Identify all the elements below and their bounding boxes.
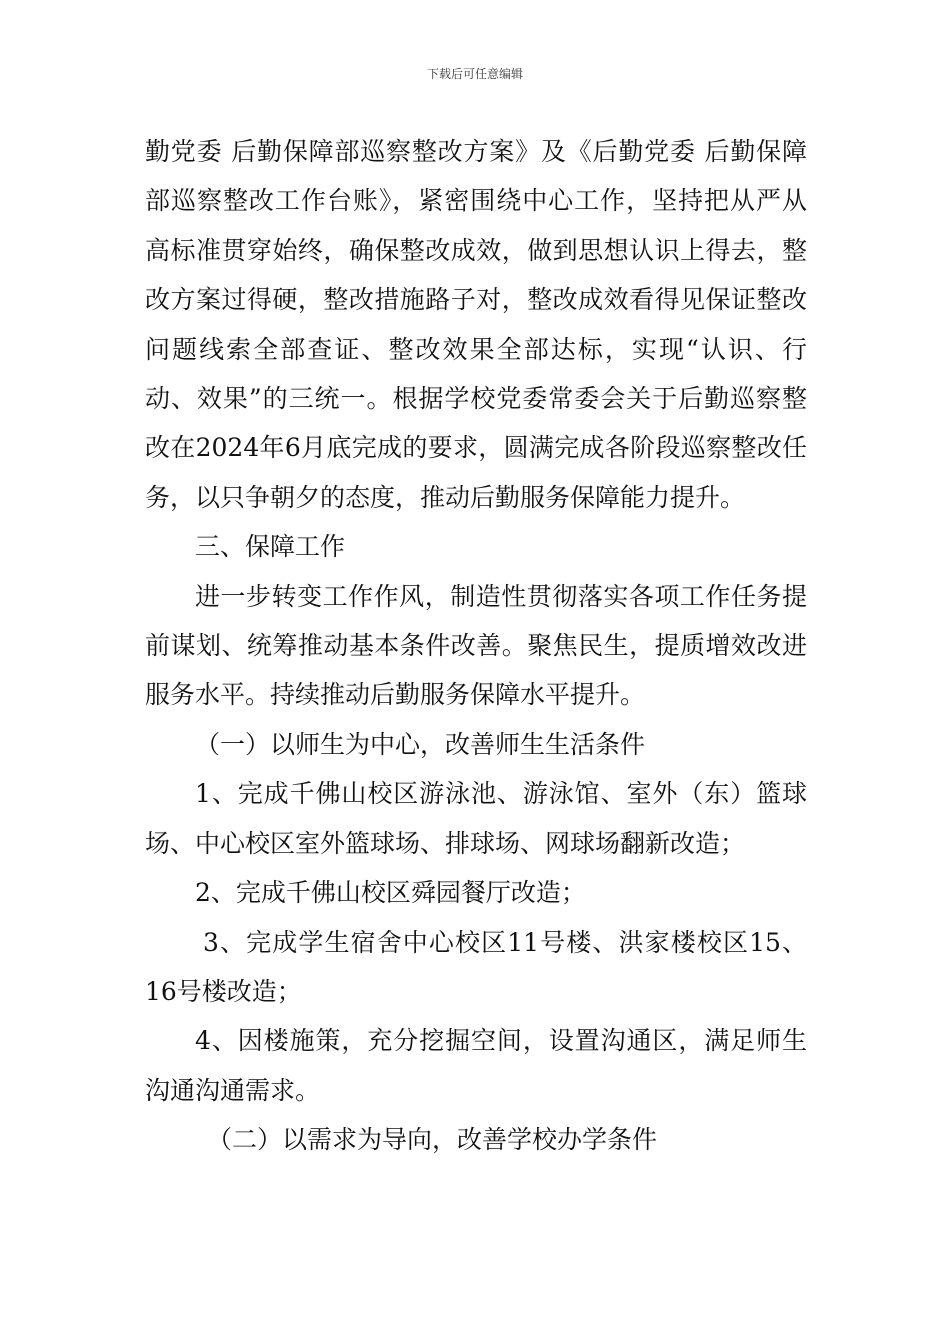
- list-item-4: 4、因楼施策，充分挖掘空间，设置沟通区，满足师生沟通沟通需求。: [145, 1026, 807, 1105]
- list-item-3: 3、完成学生宿舍中心校区11号楼、洪家楼校区15、16号楼改造；: [145, 927, 807, 1006]
- paragraph-rectification-summary: 勤党委 后勤保障部巡察整改方案》及《后勤党委 后勤保障部巡察整改工作台账》，紧密围绕中心工作，坚持把从严从高标准贯穿始终，确保整改成效，做到思想认识上得去，整改方案过得硬，整改措施路子对，整改成效看得见保证整改问题线索全部查证、整改效果全部达标，实现“认识、行动、效果”的三统一。根据学校党委常委会关于后勤巡察整改在2024年6月底完成的要求，圆满完成各阶段巡察整改任务，以只争朝夕的态度，推动后勤服务保障能力提升。: [145, 137, 807, 512]
- subsection-heading-1: （一）以师生为中心，改善师生生活条件: [195, 729, 646, 759]
- paragraph-work-style: 进一步转变工作作风，制造性贯彻落实各项工作任务提前谋划、统筹推动基本条件改善。聚焦民生，提质增效改进服务水平。持续推动后勤服务保障水平提升。: [145, 581, 807, 710]
- section-heading-support-work: 三、保障工作: [195, 532, 346, 562]
- list-item-1: 1、完成千佛山校区游泳池、游泳馆、室外（东）篮球场、中心校区室外篮球场、排球场、网球场翻新改造；: [145, 779, 807, 858]
- page-header: 下载后可任意编辑: [426, 67, 523, 81]
- list-item-2: 2、完成千佛山校区舜园餐厅改造；: [195, 878, 586, 908]
- subsection-heading-2: （二）以需求为导向，改善学校办学条件: [207, 1125, 658, 1155]
- document-body: [145, 127, 807, 1165]
